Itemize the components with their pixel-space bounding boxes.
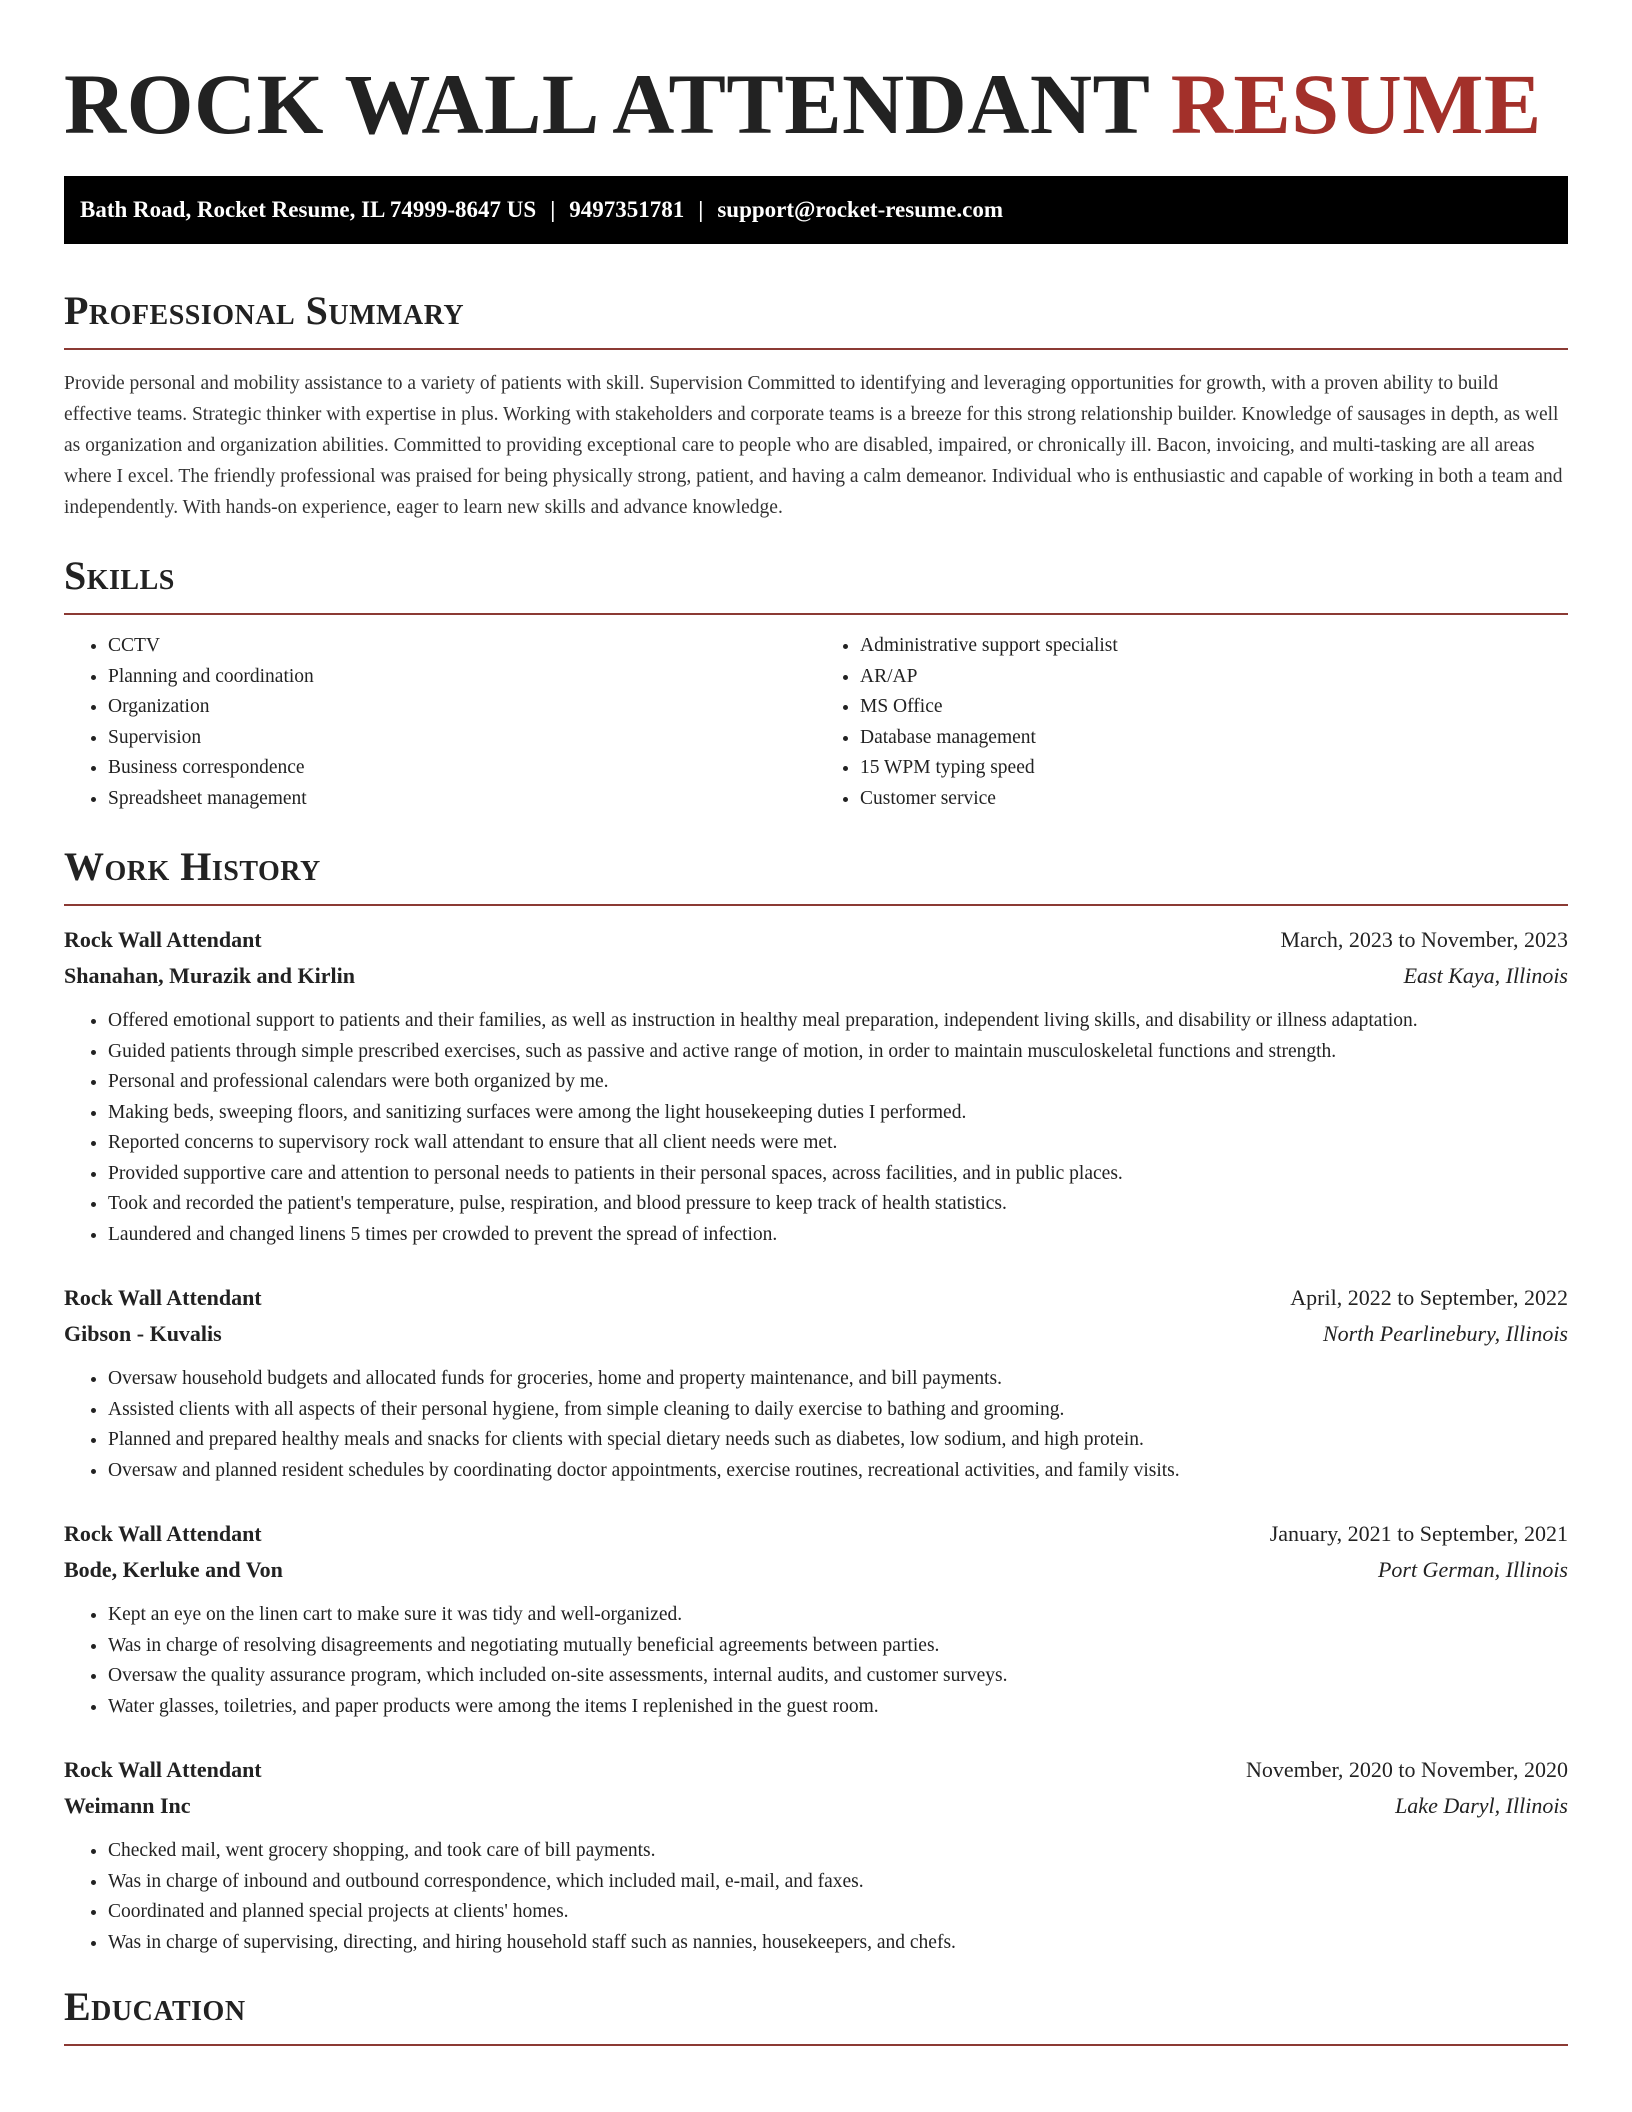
skill-item: • MS Office	[860, 692, 1568, 723]
job-duty: • Oversaw and planned resident schedules by coordinating doctor appointments, exercise routines, recreational activities, and family visits.	[108, 1456, 1568, 1487]
summary-text: Provide personal and mobility assistance to a variety of patients with skill. Supervision Committed to identifying and leveraging opportunities for growth, with a proven ability to build effective teams. Strategic thinker with expertise in plus. Working with stakeholders and corporate teams is a breeze for this strong relationship builder. Knowledge of sausages in depth, as well as organization and organization abilities. Committed to providing exceptional care to people who are disabled, impaired, or chronically ill. Bacon, invoicing, and multi-tasking are all areas where I excel. The friendly professional was praised for being physically strong, patient, and having a calm demeanor. Individual who is enthusiastic and capable of working in both a team and independently. With hands-on experience, eager to learn new skills and advance knowledge.	[64, 373, 1563, 518]
job-company-row	[64, 1552, 1568, 1588]
job-duty: • Was in charge of resolving disagreements and negotiating mutually beneficial agreements between parties.	[108, 1631, 1568, 1662]
skills-section	[64, 553, 1568, 814]
skill-item: • 15 WPM typing speed	[860, 753, 1568, 784]
job-duties-list	[64, 1364, 1568, 1486]
skills-list-right	[816, 631, 1568, 814]
job-duty: • Water glasses, toiletries, and paper products were among the items I replenished in the guest room.	[108, 1692, 1568, 1723]
job-duty: • Kept an eye on the linen cart to make sure it was tidy and well-organized.	[108, 1600, 1568, 1631]
contact-email: support@rocket-resume.com	[717, 197, 1003, 222]
job-duty: • Personal and professional calendars were both organized by me.	[108, 1067, 1568, 1098]
job-duty: • Was in charge of inbound and outbound correspondence, which included mail, e-mail, and faxes.	[108, 1867, 1568, 1898]
skills-columns	[64, 631, 1568, 814]
skills-heading: Skills	[64, 553, 1568, 615]
resume-title	[64, 56, 1568, 152]
job-duty: • Oversaw the quality assurance program, which included on-site assessments, internal audits, and customer surveys.	[108, 1661, 1568, 1692]
skill-item: • Organization	[108, 692, 816, 723]
job-header-row	[64, 1516, 1568, 1552]
job-entry	[64, 922, 1568, 1250]
job-company-row	[64, 958, 1568, 994]
job-header-row	[64, 922, 1568, 958]
job-location: East Kaya, Illinois	[1403, 963, 1568, 988]
skill-item: • Supervision	[108, 723, 816, 754]
education-section	[64, 1984, 1568, 2046]
contact-separator: |	[698, 197, 704, 222]
job-header-row	[64, 1280, 1568, 1316]
job-company-row	[64, 1788, 1568, 1824]
job-duties-list	[64, 1006, 1568, 1250]
job-duty: • Planned and prepared healthy meals and snacks for clients with special dietary needs such as diabetes, low sodium, and high protein.	[108, 1425, 1568, 1456]
contact-address: Bath Road, Rocket Resume, IL 74999-8647 US	[80, 197, 537, 222]
job-duty: • Was in charge of supervising, directing, and hiring household staff such as nannies, housekeepers, and chefs.	[108, 1928, 1568, 1959]
skill-item: • Customer service	[860, 784, 1568, 815]
job-dates: April, 2022 to September, 2022	[1290, 1285, 1568, 1310]
contact-bar	[64, 176, 1568, 244]
job-location: North Pearlinebury, Illinois	[1322, 1321, 1568, 1346]
title-main: ROCK WALL ATTENDANT	[64, 56, 1149, 152]
title-accent: RESUME	[1170, 56, 1542, 152]
job-dates: November, 2020 to November, 2020	[1245, 1757, 1568, 1782]
job-duty: • Laundered and changed linens 5 times per crowded to prevent the spread of infection.	[108, 1220, 1568, 1251]
skill-item: • CCTV	[108, 631, 816, 662]
summary-section	[64, 288, 1568, 523]
job-duty: • Assisted clients with all aspects of their personal hygiene, from simple cleaning to daily exercise to bathing and grooming.	[108, 1395, 1568, 1426]
job-company: Shanahan, Murazik and Kirlin	[64, 963, 355, 988]
job-title: Rock Wall Attendant	[64, 927, 262, 952]
job-duty: • Offered emotional support to patients and their families, as well as instruction in healthy meal preparation, independent living skills, and disability or illness adaptation.	[108, 1006, 1568, 1037]
contact-phone: 9497351781	[569, 197, 685, 222]
contact-separator: |	[550, 197, 556, 222]
skill-item: • Administrative support specialist	[860, 631, 1568, 662]
skill-item: • Business correspondence	[108, 753, 816, 784]
job-duty: • Provided supportive care and attention to personal needs to patients in their personal spaces, across facilities, and in public places.	[108, 1159, 1568, 1190]
job-location: Lake Daryl, Illinois	[1395, 1793, 1568, 1818]
skills-list-left	[64, 631, 816, 814]
job-entry	[64, 1516, 1568, 1722]
skill-item: • AR/AP	[860, 662, 1568, 693]
job-duty: • Reported concerns to supervisory rock wall attendant to ensure that all client needs were met.	[108, 1128, 1568, 1159]
work-history-section	[64, 844, 1568, 1958]
job-company: Bode, Kerluke and Von	[64, 1557, 283, 1582]
job-duties-list	[64, 1600, 1568, 1722]
job-entry	[64, 1752, 1568, 1958]
job-duty: • Oversaw household budgets and allocated funds for groceries, home and property maintenance, and bill payments.	[108, 1364, 1568, 1395]
job-location: Port German, Illinois	[1377, 1557, 1568, 1582]
job-duties-list	[64, 1836, 1568, 1958]
summary-heading: Professional Summary	[64, 288, 1568, 350]
job-duty: • Took and recorded the patient's temperature, pulse, respiration, and blood pressure to keep track of health statistics.	[108, 1189, 1568, 1220]
job-duty: • Making beds, sweeping floors, and sanitizing surfaces were among the light housekeeping duties I performed.	[108, 1098, 1568, 1129]
education-heading: Education	[64, 1984, 1568, 2046]
job-company: Gibson - Kuvalis	[64, 1321, 222, 1346]
skill-item: • Spreadsheet management	[108, 784, 816, 815]
job-duty: • Guided patients through simple prescribed exercises, such as passive and active range of motion, in order to maintain musculoskeletal functions and strength.	[108, 1037, 1568, 1068]
skill-item: • Planning and coordination	[108, 662, 816, 693]
job-company-row	[64, 1316, 1568, 1352]
job-dates: January, 2021 to September, 2021	[1269, 1521, 1568, 1546]
job-title: Rock Wall Attendant	[64, 1285, 262, 1310]
job-entry	[64, 1280, 1568, 1486]
job-title: Rock Wall Attendant	[64, 1757, 262, 1782]
job-header-row	[64, 1752, 1568, 1788]
job-duty: • Coordinated and planned special projects at clients' homes.	[108, 1897, 1568, 1928]
skill-item: • Database management	[860, 723, 1568, 754]
job-company: Weimann Inc	[64, 1793, 191, 1818]
job-duty: • Checked mail, went grocery shopping, and took care of bill payments.	[108, 1836, 1568, 1867]
job-title: Rock Wall Attendant	[64, 1521, 262, 1546]
work-history-heading: Work History	[64, 844, 1568, 906]
job-dates: March, 2023 to November, 2023	[1280, 927, 1568, 952]
